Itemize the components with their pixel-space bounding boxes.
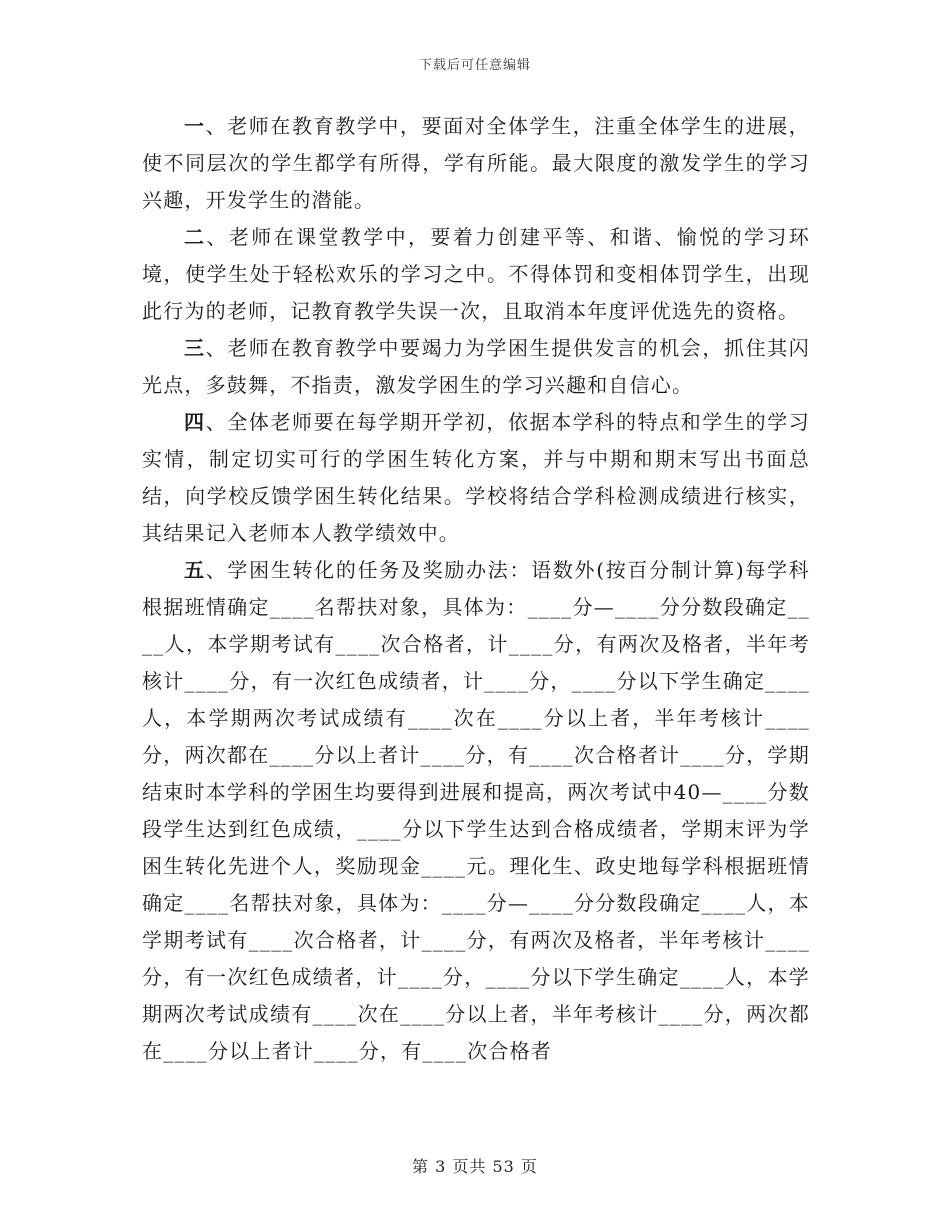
paragraph-1-text: 、老师在教育教学中，要面对全体学生，注重全体学生的进展，使不同层次的学生都学有所得，学有所能。最大限度的激发学生的学习兴趣，开发学生的潜能。 xyxy=(142,114,810,212)
paragraph-5-number: 五 xyxy=(184,558,206,582)
paragraph-4-text: 、全体老师要在每学期开学初，依据本学科的特点和学生的学习实情，制定切实可行的学困生转化方案，并与中期和期末写出书面总结，向学校反馈学困生转化结果。学校将结合学科检测成绩进行核实，其结果记入老师本人教学绩效中。 xyxy=(142,410,810,545)
paragraph-3 xyxy=(142,330,810,404)
paragraph-4-number: 四 xyxy=(184,410,206,434)
page-number: 第 3 页共 53 页 xyxy=(412,1157,538,1176)
paragraph-2-text: 、老师在课堂教学中，要着力创建平等、和谐、愉悦的学习环境，使学生处于轻松欢乐的学习之中。不得体罚和变相体罚学生，出现此行为的老师，记教育教学失误一次，且取消本年度评优选先的资格。 xyxy=(142,225,810,323)
paragraph-2-number: 二 xyxy=(184,225,207,249)
paragraph-3-text: 、老师在教育教学中要竭力为学困生提供发言的机会，抓住其闪光点，多鼓舞，不指责，激发学困生的学习兴趣和自信心。 xyxy=(142,336,810,397)
paragraph-5 xyxy=(142,552,810,1070)
paragraph-5-text: 、学困生转化的任务及奖励办法：语数外(按百分制计算)每学科根据班情确定____名帮扶对象，具体为：____分—____分分数段确定____人，本学期考试有____次合格者，计____分，有两次及格者，半年考核计____分，有一次红色成绩者，计____分，____分以下学生确定____人，本学期两次考试成绩有____次在____分以上者，半年考核计____分，两次都在____分以上者计____分，有____次合格者计____分，学期结束时本学科的学困生均要得到进展和提高，两次考试中40—____分数段学生达到红色成绩，____分以下学生达到合格成绩者，学期末评为学困生转化先进个人，奖励现金____元。理化生、政史地每学科根据班情确定____名帮扶对象，具体为：____分—____分分数段确定____人，本学期考试有____次合格者，计____分，有两次及格者，半年考核计____分，有一次红色成绩者，计____分，____分以下学生确定____人，本学期两次考试成绩有____次在____分以上者，半年考核计____分，两次都在____分以上者计____分，有____次合格者 xyxy=(142,558,811,1063)
paragraph-4 xyxy=(142,404,810,552)
document-body xyxy=(142,108,810,1070)
paragraph-2 xyxy=(142,219,810,330)
page-header-note: 下载后可任意编辑 xyxy=(418,58,531,73)
paragraph-1 xyxy=(142,108,810,219)
paragraph-1-number: 一 xyxy=(184,114,206,138)
paragraph-3-number: 三 xyxy=(184,336,206,360)
